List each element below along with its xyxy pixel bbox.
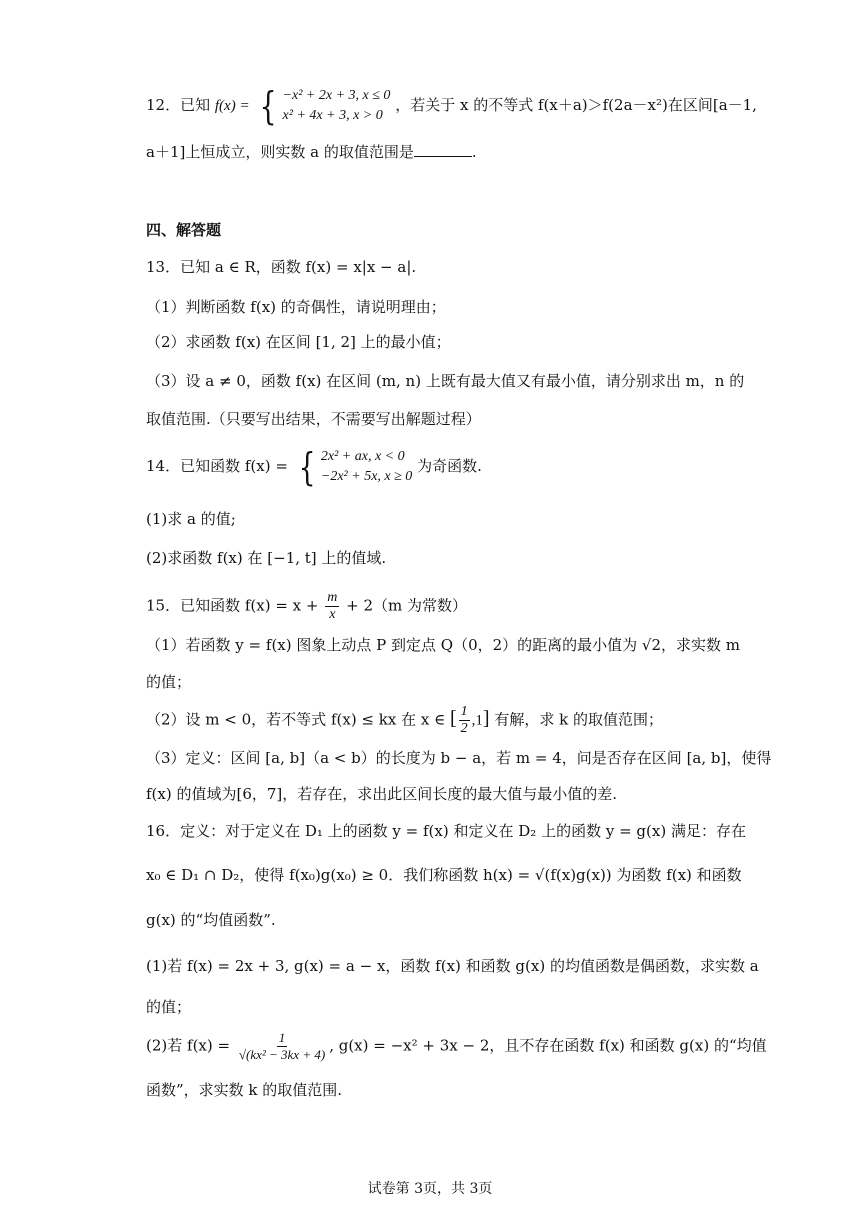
piecewise-definition	[293, 447, 413, 487]
numerator: 1	[460, 704, 468, 719]
question-number: 12．	[146, 96, 181, 114]
question-15-part-2: （2）设 m < 0，若不等式 f(x) ≤ kx 在 x ∈ [ $\frac{1}{2}$ ,1] 有解，求 k 的取值范围；	[146, 704, 663, 736]
question-13-part-3-line-2: 取值范围.（只要写出结果，不需要写出解题过程）	[146, 410, 481, 428]
question-text: （2）设 m < 0，若不等式 f(x) ≤ kx 在 x ∈	[146, 710, 446, 729]
question-condition: ，若关于 x 的不等式 f(x＋a)＞f(2a－x²)在区间[a－1,	[395, 96, 757, 114]
question-14-stem	[146, 447, 720, 487]
question-text: , g(x) = −x² + 3x − 2，且不存在函数 f(x) 和函数 g(x) 的“均值	[329, 1036, 767, 1055]
question-16-part-1-line-1: (1)若 f(x) = 2x + 3, g(x) = a − x，函数 f(x) 和函数 g(x) 的均值函数是偶函数，求实数 a	[146, 957, 759, 975]
period: .	[471, 143, 477, 161]
section-title: 四、解答题	[146, 221, 222, 239]
page-footer: 试卷第 3页，共 3页	[367, 1181, 493, 1197]
question-15-part-3-line-1: （3）定义：区间 [a, b]（a < b）的长度为 b − a，若 m = 4，问是否存在区间 [a, b]，使得	[146, 749, 772, 767]
question-15-part-1-line-2: 的值；	[146, 673, 192, 691]
numerator: m	[327, 590, 338, 605]
question-16-line-1: 16．定义：对于定义在 D₁ 上的函数 y = f(x) 和定义在 D₂ 上的函数 y = g(x) 满足：存在	[146, 822, 746, 840]
question-15-stem	[146, 590, 720, 623]
question-text: 有解，求 k 的取值范围；	[494, 710, 663, 729]
question-12-line-1	[146, 84, 757, 128]
question-14-part-2: (2)求函数 f(x) 在 [−1, t] 上的值域.	[146, 549, 387, 567]
denominator: √(kx² − 3kx + 4)	[238, 1047, 326, 1062]
answer-blank[interactable]	[414, 142, 472, 157]
piece-2: −2x² + 5x, x ≥ 0	[320, 469, 413, 484]
fraction	[459, 704, 470, 737]
question-15-part-3-line-2: f(x) 的值域为[6，7]，若存在，求出此区间长度的最大值与最小值的差.	[146, 785, 618, 803]
question-12-line-2	[146, 141, 720, 163]
function-name: f(x) =	[214, 98, 250, 114]
question-13-part-2: （2）求函数 f(x) 在区间 [1, 2] 上的最小值；	[146, 333, 451, 351]
question-16-part-1-line-2: 的值；	[146, 998, 192, 1016]
piecewise-definition	[254, 86, 390, 126]
piece-1: 2x² + ax, x < 0	[320, 449, 405, 464]
question-text: (2)若 f(x) =	[146, 1036, 231, 1055]
question-16-part-2-line-2: 函数”，求实数 k 的取值范围.	[146, 1081, 343, 1099]
question-text: a＋1]上恒成立，则实数 a 的取值范围是	[146, 143, 414, 161]
numerator: 1	[278, 1030, 286, 1045]
piece-2: x² + 4x + 3, x > 0	[282, 108, 383, 123]
question-13-stem: 13．已知 a ∈ R，函数 f(x) = x|x − a|.	[146, 258, 417, 276]
denominator: x	[329, 607, 336, 622]
left-bracket: [	[449, 707, 457, 730]
right-bracket: ]	[482, 707, 490, 730]
question-13-part-3-line-1: （3）设 a ≠ 0，函数 f(x) 在区间 (m, n) 上既有最大值又有最小值，请分别求出 m，n 的	[146, 372, 745, 390]
brace-symbol: {	[298, 445, 316, 489]
question-text: + 2（m 为常数）	[346, 596, 468, 615]
question-16-line-3: g(x) 的“均值函数”.	[146, 911, 276, 929]
brace-symbol: {	[259, 84, 277, 128]
question-13-part-1: （1）判断函数 f(x) 的奇偶性，请说明理由；	[146, 298, 446, 316]
question-15-part-1-line-1: （1）若函数 y = f(x) 图象上动点 P 到定点 Q（0，2）的距离的最小值为 √2，求实数 m	[146, 636, 741, 654]
fraction	[325, 590, 339, 623]
fraction	[237, 1030, 327, 1063]
question-14-part-1: (1)求 a 的值;	[146, 510, 236, 528]
question-text: 为奇函数.	[417, 457, 482, 475]
question-16-line-2: x₀ ∈ D₁ ∩ D₂，使得 f(x₀)g(x₀) ≥ 0．我们称函数 h(x) = √(f(x)g(x)) 为函数 f(x) 和函数	[146, 866, 742, 884]
question-16-part-2-line-1	[146, 1030, 767, 1063]
piece-1: −x² + 2x + 3, x ≤ 0	[282, 88, 391, 103]
denominator: 2	[460, 721, 468, 736]
question-text: 已知	[180, 96, 211, 114]
question-text: 15．已知函数 f(x) = x +	[146, 596, 319, 615]
question-text: 14．已知函数 f(x) =	[146, 457, 288, 475]
